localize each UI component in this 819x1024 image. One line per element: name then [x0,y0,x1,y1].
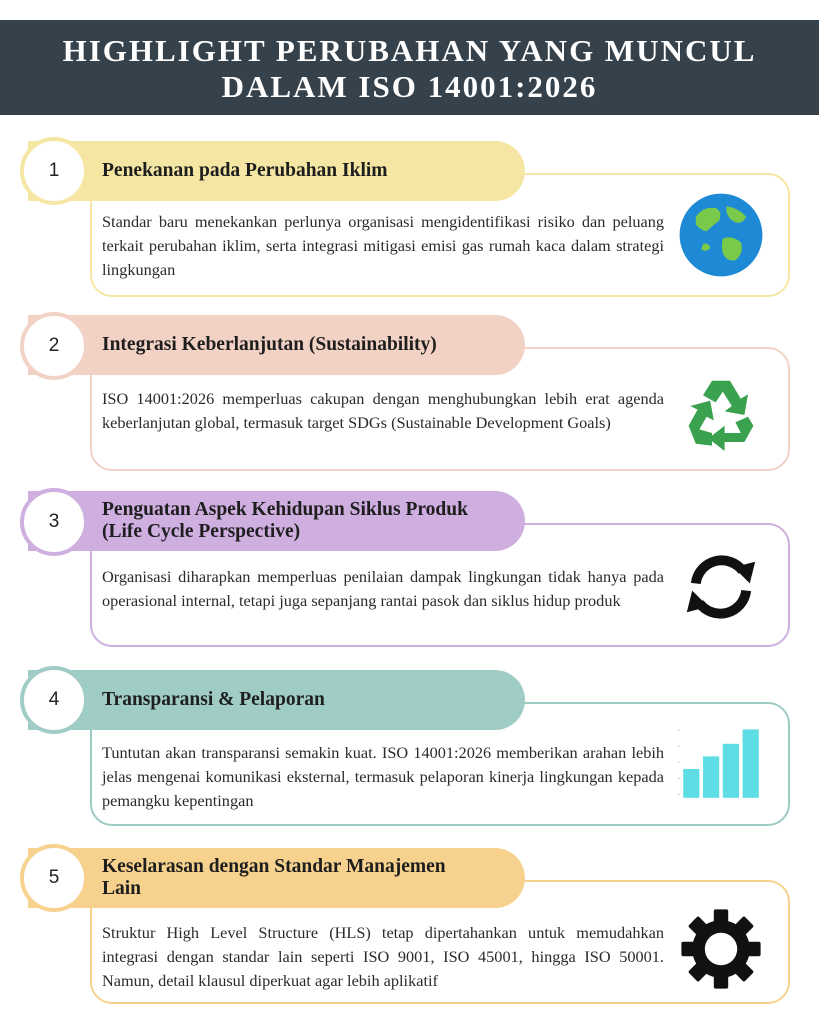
item-number-badge [20,312,88,380]
gear-icon [676,904,766,994]
item-number: 2 [48,335,60,356]
item-number-badge [20,666,88,734]
bar-chart-icon [676,724,766,814]
item-title: Penekanan pada Perubahan Iklim [102,160,388,181]
item-number-badge [20,137,88,205]
item-description: Tuntutan akan transparansi semakin kuat. ISO 14001:2026 memberikan arahan lebih jelas mengenai komunikasi eksternal, termasuk pelaporan kinerja lingkungan kepada pemangku kepentingan [102,743,664,810]
item-number: 5 [48,867,60,888]
highlight-item-3 [0,488,819,668]
item-title: Integrasi Keberlanjutan (Sustainability) [102,334,437,355]
item-number: 3 [48,511,60,532]
item-number-badge [20,488,88,556]
item-title [102,499,468,543]
item-number-badge [20,844,88,912]
item-number: 1 [48,160,60,181]
highlight-item-5 [0,842,819,1022]
page-title-line-1: HIGHLIGHT PERUBAHAN YANG MUNCUL [62,33,757,68]
highlight-item-1 [0,135,819,315]
recycle-icon [676,370,766,460]
item-title: Transparansi & Pelaporan [102,689,325,710]
item-title-line-1: Penguatan Aspek Kehidupan Siklus Produk [102,499,468,520]
item-title-line-2: (Life Cycle Perspective) [102,521,301,542]
item-title-line-1: Keselarasan dengan Standar Manajemen [102,856,446,877]
item-description: ISO 14001:2026 memperluas cakupan dengan menghubungkan lebih erat agenda keberlanjutan global, termasuk target SDGs (Sustainable Development Goals) [102,389,664,432]
item-number: 4 [48,689,60,710]
page-title-line-2: DALAM ISO 14001:2026 [221,69,598,104]
item-description: Struktur High Level Structure (HLS) tetap dipertahankan untuk memudahkan integrasi dengan standar lain seperti ISO 9001, ISO 45001, hingga ISO 50001. Namun, detail klausul diperkuat agar lebih aplikatif [102,923,664,990]
highlight-item-2 [0,312,819,492]
item-title-line-2: Lain [102,878,142,899]
globe-icon [676,190,766,280]
item-description: Standar baru menekankan perlunya organisasi mengidentifikasi risiko dan peluang terkait perubahan iklim, serta integrasi mitigasi emisi gas rumah kaca dalam strategi lingkungan [102,212,664,279]
page-header [0,20,819,115]
highlight-item-4 [0,666,819,846]
item-description: Organisasi diharapkan memperluas penilaian dampak lingkungan tidak hanya pada operasional internal, tetapi juga sepanjang rantai pasok dan siklus hidup produk [102,567,664,610]
cycle-arrows-icon [676,542,766,632]
item-title [102,856,446,900]
